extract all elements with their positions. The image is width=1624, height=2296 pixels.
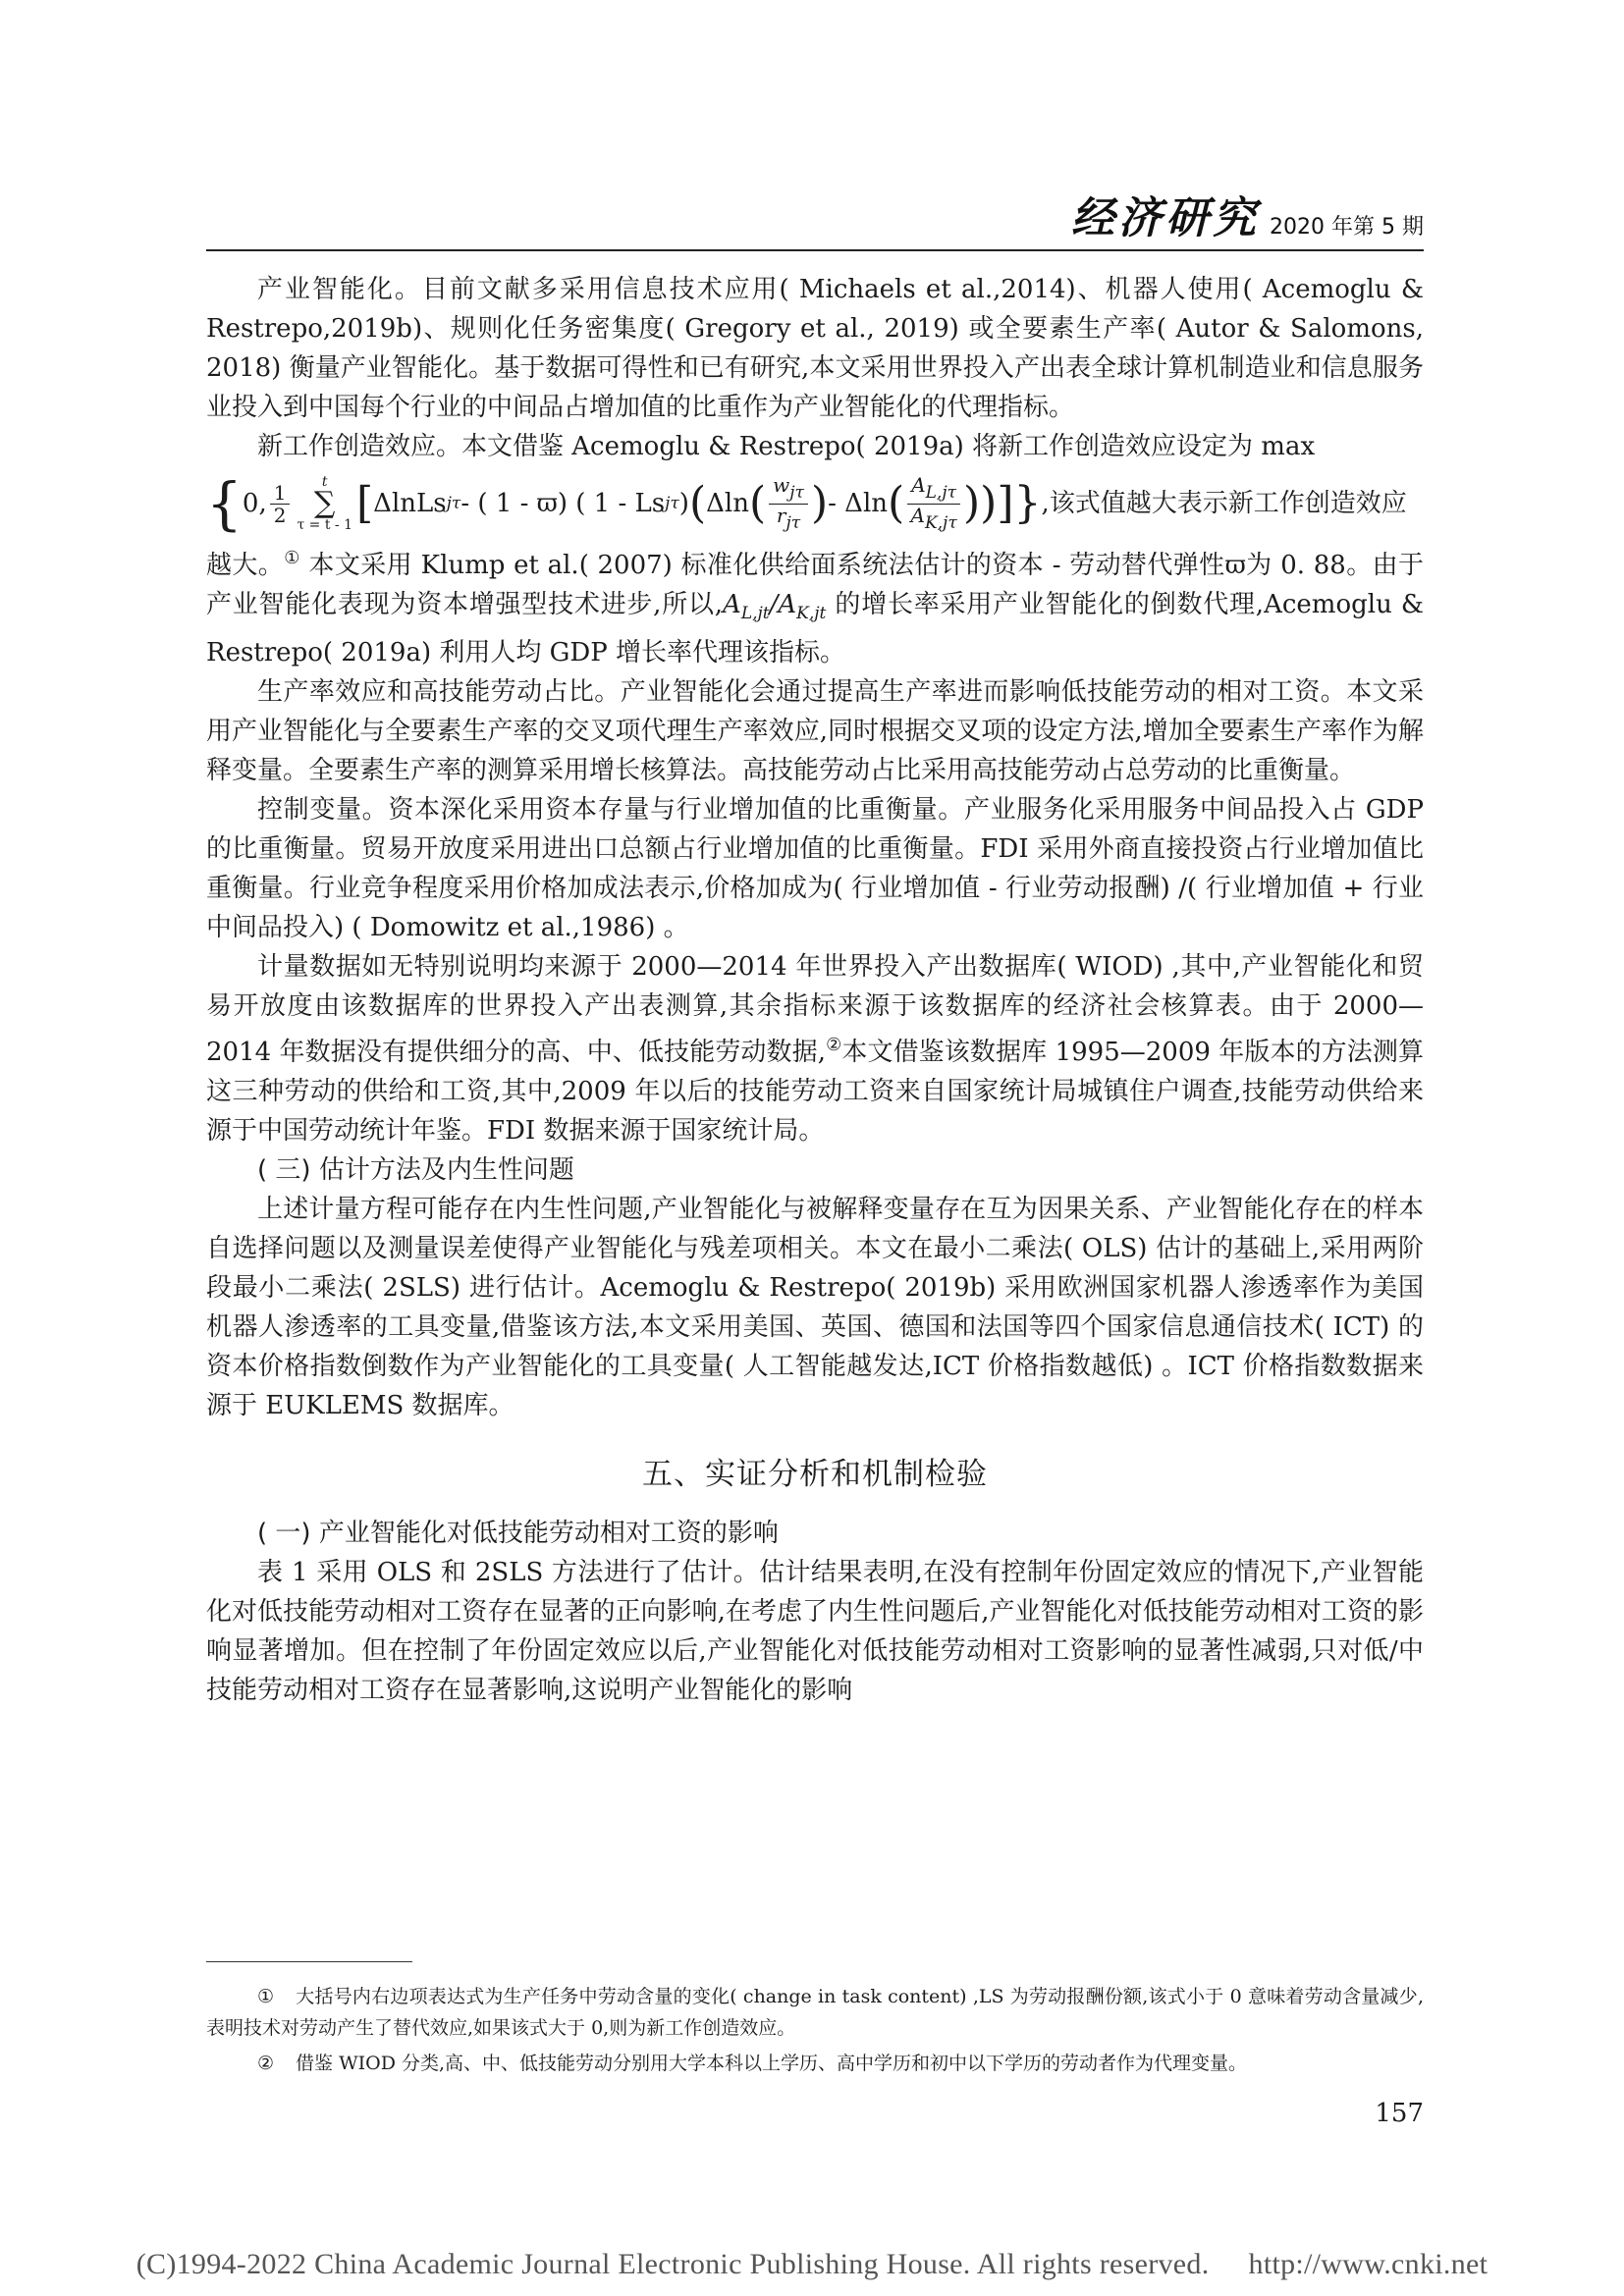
formula-brace: { bbox=[206, 470, 243, 537]
paragraph-text: 资本深化采用资本存量与行业增加值的比重衡量。产业服务化采用服务中间品投入占 GDP 的比重衡量。贸易开放度采用进出口总额占行业增加值的比重衡量。FDI 采用外商直接投资占行业增加值比重衡量。行业竞争程度采用价格加成法表示,价格加成为( 行业增加值 - 行业劳动报酬) /( 行业增加值 + 行业中间品投入) ( Domowitz et al.,1986) 。 bbox=[206, 795, 1424, 942]
paragraph-lead: 产业智能化。 bbox=[257, 275, 422, 304]
formula-tail: ,该式值越大表示新工作创造效应 bbox=[1041, 489, 1407, 518]
formula-half: $\frac{1}{2}$ bbox=[270, 482, 291, 526]
footnote-text: 借鉴 WIOD 分类,高、中、低技能劳动分别用大学本科以上学历、高中学历和初中以下学历的劳动者作为代理变量。 bbox=[296, 2053, 1248, 2074]
copyright-line bbox=[0, 2248, 1624, 2281]
formula-paren: ( bbox=[888, 478, 905, 528]
paragraph-endogeneity: 上述计量方程可能存在内生性问题,产业智能化与被解释变量存在互为因果关系、产业智能化存在的样本自选择问题以及测量误差使得产业智能化与残差项相关。本文在最小二乘法( OLS) 估计的基础上,采用两阶段最小二乘法( 2SLS) 进行估计。Acemoglu & Restrepo( 2019b) 采用欧洲国家机器人渗透率作为美国机器人渗透率的工具变量,借鉴该方法,本文采用美国、英国、德国和法国等四个国家信息通信技术( ICT) 的资本价格指数倒数作为产业智能化的工具变量( 人工智能越发达,ICT 价格指数越低) 。ICT 价格指数数据来源于 EUKLEMS 数据库。 bbox=[206, 1195, 1424, 1420]
formula-paren: ( bbox=[748, 478, 767, 528]
formula-dln: Δln bbox=[706, 489, 749, 518]
formula-tech-ratio: $\frac{A_{L,j\tau}}{A_{K,j\tau}}$ bbox=[907, 474, 960, 534]
paragraph-text: 目前文献多采用信息技术应用( Michaels et al.,2014)、机器人使用( Acemoglu & Restrepo,2019b)、规则化任务密集度( Gregory et al., 2019) 或全要素生产率( Autor & Salomons, 2018) 衡量产业智能化。基于数据可得性和已有研究,本文采用世界投入产出表全球计算机制造业和信息服务业投入到中国每个行业的中间品占增加值的比重作为产业智能化的代理指标。 bbox=[206, 275, 1424, 422]
formula-zero: 0, bbox=[242, 489, 267, 518]
formula-term1: ΔlnLs bbox=[373, 489, 447, 518]
journal-logo: 经济研究 bbox=[1071, 193, 1261, 243]
running-header bbox=[206, 192, 1424, 251]
formula-term2: - ( 1 - ϖ) ( 1 - Ls bbox=[460, 489, 666, 518]
paragraph-lead: 控制变量。 bbox=[257, 795, 389, 825]
formula-bracket: [ bbox=[356, 478, 374, 528]
body-text bbox=[206, 270, 1424, 1710]
issue-label: 2020 年第 5 期 bbox=[1270, 215, 1424, 240]
formula-paren: ( bbox=[688, 478, 707, 528]
copyright-text: (C)1994-2022 China Academic Journal Electronic Publishing House. All rights reserved. bbox=[135, 2248, 1210, 2280]
cnki-link[interactable]: http://www.cnki.net bbox=[1248, 2248, 1489, 2280]
formula-sub: jτ bbox=[446, 494, 461, 513]
page-number: 157 bbox=[1375, 2099, 1424, 2128]
footnotes bbox=[206, 1981, 1424, 2083]
paragraph-control-variables bbox=[206, 790, 1424, 947]
header-rule bbox=[206, 249, 1424, 251]
footnote-ref-2[interactable]: ② bbox=[826, 1035, 842, 1055]
formula-paren: ) bbox=[810, 478, 829, 528]
formula-wage-ratio: $\frac{w_{j\tau}}{r_{j\tau}}$ bbox=[769, 474, 808, 534]
formula-close: ]} bbox=[997, 478, 1042, 528]
paragraph-lead: 新工作创造效应。 bbox=[257, 432, 462, 461]
paragraph-data-sources: 计量数据如无特别说明均来源于 2000—2014 年世界投入产出数据库( WIOD) ,其中,产业智能化和贸易开放度由该数据库的世界投入产出表测算,其余指标来源于该数据库的经济社会核算表。由于 2000—2014 年数据没有提供细分的高、中、低技能劳动数据,②本文借鉴该数据库 1995—2009 年版本的方法测算这三种劳动的供给和工资,其中,2009 年以后的技能劳动工资来自国家统计局城镇住户调查,技能劳动供给来源于中国劳动统计年鉴。FDI 数据来源于国家统计局。 bbox=[206, 952, 1425, 1146]
header-title bbox=[1071, 192, 1424, 245]
footnote-1 bbox=[206, 1981, 1424, 2044]
section-heading: 五、实证分析和机制检验 bbox=[642, 1457, 988, 1492]
footnote-ref-1[interactable]: ① bbox=[284, 548, 300, 568]
formula-minus: - Δln bbox=[828, 489, 889, 518]
paragraph-new-job-creation bbox=[206, 427, 1424, 466]
footnote-mark: ② bbox=[257, 2053, 275, 2074]
formula-sub: jτ bbox=[665, 494, 679, 513]
footnote-text: 大括号内右边项表达式为生产任务中劳动含量的变化( change in task content) ,LS 为劳动报酬份额,该式小于 0 意味着劳动含量减少,表明技术对劳动产生了替代效应,如果该式大于 0,则为新工作创造效应。 bbox=[206, 1986, 1424, 2039]
paragraph-text: 本文借鉴 Acemoglu & Restrepo( 2019a) 将新工作创造效应设定为 max bbox=[461, 432, 1316, 461]
paragraph-industrial-intelligence bbox=[206, 270, 1424, 427]
subsection-heading-effect: ( 一) 产业智能化对低技能劳动相对工资的影响 bbox=[257, 1519, 779, 1548]
paragraph-new-job-creation-cont: 越大。① 本文采用 Klump et al.( 2007) 标准化供给面系统法估计的资本 - 劳动替代弹性ϖ为 0. 88。由于产业智能化表现为资本增强型技术进步,所以$,A_{L,jt}/A_{K,jt}$ 的增长率采用产业智能化的倒数代理,Acemoglu & Restrepo( 2019a) 利用人均 GDP 增长率代理该指标。 bbox=[206, 548, 1424, 667]
formula-term3: ) bbox=[678, 489, 689, 518]
paragraph-table1-results: 表 1 采用 OLS 和 2SLS 方法进行了估计。估计结果表明,在没有控制年份固定效应的情况下,产业智能化对低技能劳动相对工资存在显著的正向影响,在考虑了内生性问题后,产业智能化对低技能劳动相对工资的影响显著增加。但在控制了年份固定效应以后,产业智能化对低技能劳动相对工资影响的显著性减弱,只对低/中技能劳动相对工资存在显著影响,这说明产业智能化的影响 bbox=[206, 1558, 1424, 1705]
paragraph-text: 产业智能化会通过提高生产率进而影响低技能劳动的相对工资。本文采用产业智能化与全要素生产率的交叉项代理生产率效应,同时根据交叉项的设定方法,增加全要素生产率作为解释变量。全要素生产率的测算采用增长核算法。高技能劳动占比采用高技能劳动占总劳动的比重衡量。 bbox=[206, 677, 1424, 785]
new-job-creation-formula bbox=[206, 468, 1424, 539]
formula-sum: t ∑ τ = t - 1 bbox=[297, 474, 352, 533]
paragraph-productivity-effect bbox=[206, 672, 1424, 790]
subsection-heading-estimation: ( 三) 估计方法及内生性问题 bbox=[257, 1155, 574, 1185]
footnote-rule bbox=[206, 1961, 412, 1962]
footnote-mark: ① bbox=[257, 1986, 275, 2007]
formula-paren: )) bbox=[963, 478, 998, 528]
footnote-2 bbox=[206, 2048, 1424, 2079]
paragraph-lead: 生产率效应和高技能劳动占比。 bbox=[257, 677, 621, 707]
